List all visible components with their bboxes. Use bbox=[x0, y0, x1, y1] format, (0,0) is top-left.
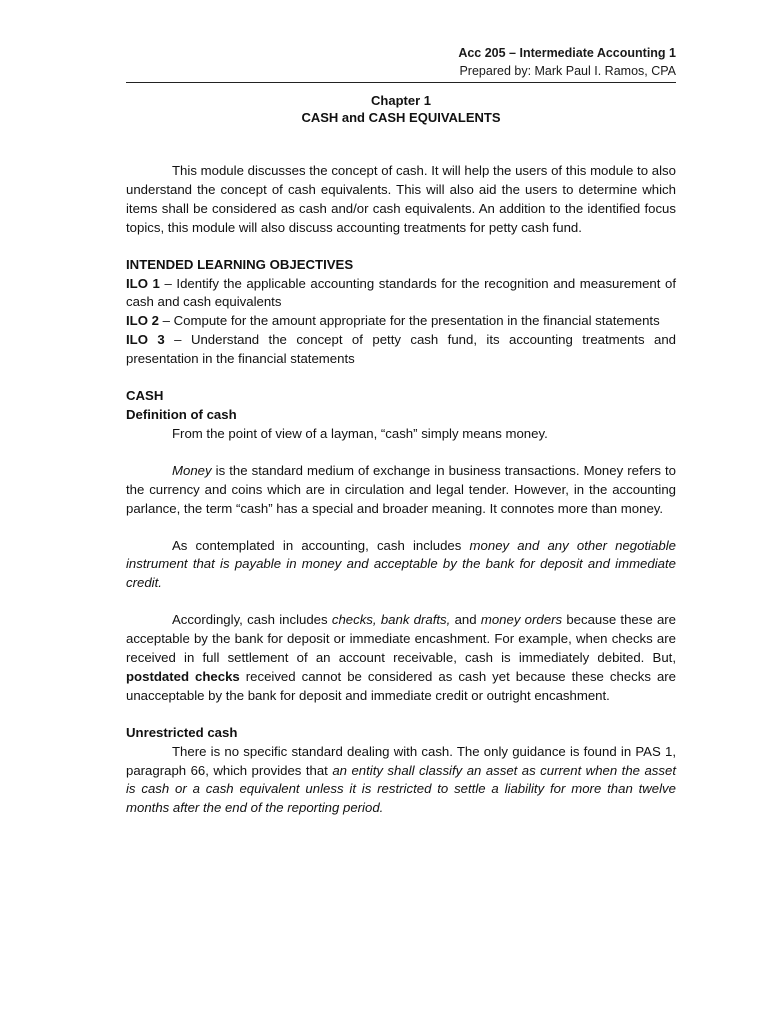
cash-paragraph-3: As contemplated in accounting, cash includes money and any other negotiable instrument that is payable in money and acceptable by the bank for deposit and immediate credit. bbox=[126, 537, 676, 591]
objective-label: ILO 1 bbox=[126, 275, 160, 291]
objective-item: ILO 3 – Understand the concept of petty cash fund, its accounting treatments and presentation in the financial statements bbox=[126, 332, 676, 367]
course-title: Acc 205 – Intermediate Accounting 1 bbox=[458, 46, 676, 60]
page-header bbox=[126, 44, 676, 80]
chapter-title: CASH and CASH EQUIVALENTS bbox=[301, 110, 501, 125]
document-body bbox=[126, 162, 676, 818]
objectives-heading: INTENDED LEARNING OBJECTIVES bbox=[126, 256, 354, 272]
objective-label: ILO 3 bbox=[126, 332, 165, 348]
prepared-by: Prepared by: Mark Paul I. Ramos, CPA bbox=[459, 64, 676, 78]
definition-heading: Definition of cash bbox=[126, 406, 237, 422]
objective-label: ILO 2 bbox=[126, 313, 159, 329]
cash-paragraph-1: From the point of view of a layman, “cash” simply means money. bbox=[172, 425, 548, 441]
cash-heading: CASH bbox=[126, 388, 164, 404]
cash-paragraph-4: Accordingly, cash includes checks, bank drafts, and money orders because these are acceptable by the bank for deposit or immediate encashment. For example, when checks are received in full settlement of an account receivable, cash is immediately debited. But, postdated checks received cannot be considered as cash yet because these checks are unacceptable by the bank for deposit and immediate credit or outright encashment. bbox=[126, 612, 676, 703]
intro-paragraph: This module discusses the concept of cash. It will help the users of this module to also understand the concept of cash equivalents. This will also aid the users to determine which items shall be considered as cash and/or cash equivalents. An addition to the identified focus topics, this module will also discuss accounting treatments for petty cash fund. bbox=[126, 163, 676, 235]
objective-item: ILO 2 – Compute for the amount appropriate for the presentation in the financial statements bbox=[126, 313, 660, 329]
cash-paragraph-2: Money is the standard medium of exchange in business transactions. Money refers to the currency and coins which are in circulation and legal tender. However, in the accounting parlance, the term “cash” has a special and broader meaning. It connotes more than money. bbox=[126, 462, 676, 516]
chapter-title-block bbox=[126, 92, 676, 126]
header-rule bbox=[126, 82, 676, 83]
objective-item: ILO 1 – Identify the applicable accounting standards for the recognition and measurement of cash and cash equivalents bbox=[126, 275, 677, 310]
chapter-number: Chapter 1 bbox=[371, 93, 431, 108]
unrestricted-cash-paragraph: There is no specific standard dealing with cash. The only guidance is found in PAS 1, paragraph 66, which provides that an entity shall classify an asset as current when the asset is cash or a cash equivalent unless it is restricted to settle a liability for more than twelve months after the end of the reporting period. bbox=[126, 743, 676, 816]
unrestricted-cash-heading: Unrestricted cash bbox=[126, 724, 238, 740]
